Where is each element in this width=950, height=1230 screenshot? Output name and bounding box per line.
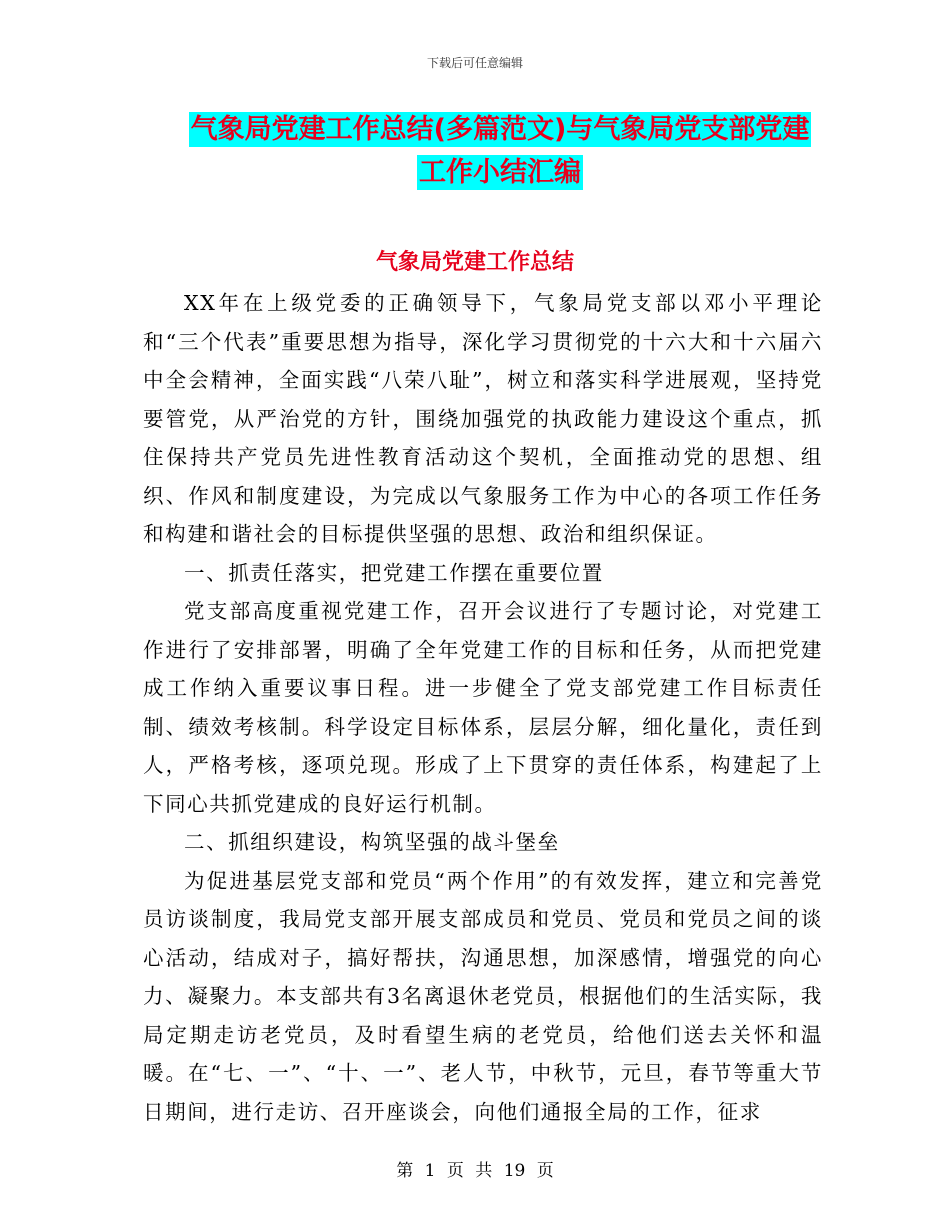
paragraph-intro: XX年在上级党委的正确领导下，气象局党支部以邓小平理论和“三个代表”重要思想为指导，深化学习贯彻党的十六大和十六届六中全会精神，全面实践“八荣八耻”，树立和落实科学进展观，坚持党要管党，从严治党的方针，围绕加强党的执政能力建设这个重点，抓住保持共产党员先进性教育活动这个契机，全面推动党的思想、组织、作风和制度建设，为完成以气象服务工作为中心的各项工作任务和构建和谐社会的目标提供坚强的思想、政治和组织保证。 bbox=[143, 291, 823, 546]
section-title: 气象局党建工作总结 bbox=[375, 250, 574, 275]
header-note: 下载后可任意编辑 bbox=[426, 56, 523, 70]
document-title-line-2 bbox=[150, 151, 850, 195]
document-title-text-1: 气象局党建工作总结(多篇范文)与气象局党支部党建 bbox=[190, 114, 810, 145]
document-title-text-2: 工作小结汇编 bbox=[419, 157, 581, 188]
document-title-line-1 bbox=[150, 108, 850, 152]
subheading-responsibility: 一、抓责任落实，把党建工作摆在重要位置 bbox=[184, 560, 604, 585]
subheading-organization: 二、抓组织建设，构筑坚强的战斗堡垒 bbox=[184, 830, 560, 854]
paragraph-organization: 为促进基层党支部和党员“两个作用”的有效发挥，建立和完善党员访谈制度，我局党支部开展支部成员和党员、党员和党员之间的谈心活动，结成对子，搞好帮扶，沟通思想，加深感情，增强党的向心力、凝聚力。本支部共有3名离退休老党员，根据他们的生活实际，我局定期走访老党员，及时看望生病的老党员，给他们送去关怀和温暖。在“七、一”、“十、一”、老人节，中秋节，元旦，春节等重大节日期间，进行走访、召开座谈会，向他们通报全局的工作，征求 bbox=[143, 868, 823, 1124]
paragraph-responsibility: 党支部高度重视党建工作，召开会议进行了专题讨论，对党建工作进行了安排部署，明确了全年党建工作的目标和任务，从而把党建成工作纳入重要议事日程。进一步健全了党支部党建工作目标责任制、绩效考核制。科学设定目标体系，层层分解，细化量化，责任到人，严格考核，逐项兑现。形成了上下贯穿的责任体系，构建起了上下同心共抓党建成的良好运行机制。 bbox=[143, 599, 823, 816]
page-footer: 第 1 页 共 19 页 bbox=[396, 1161, 554, 1181]
document-body bbox=[143, 284, 823, 1131]
